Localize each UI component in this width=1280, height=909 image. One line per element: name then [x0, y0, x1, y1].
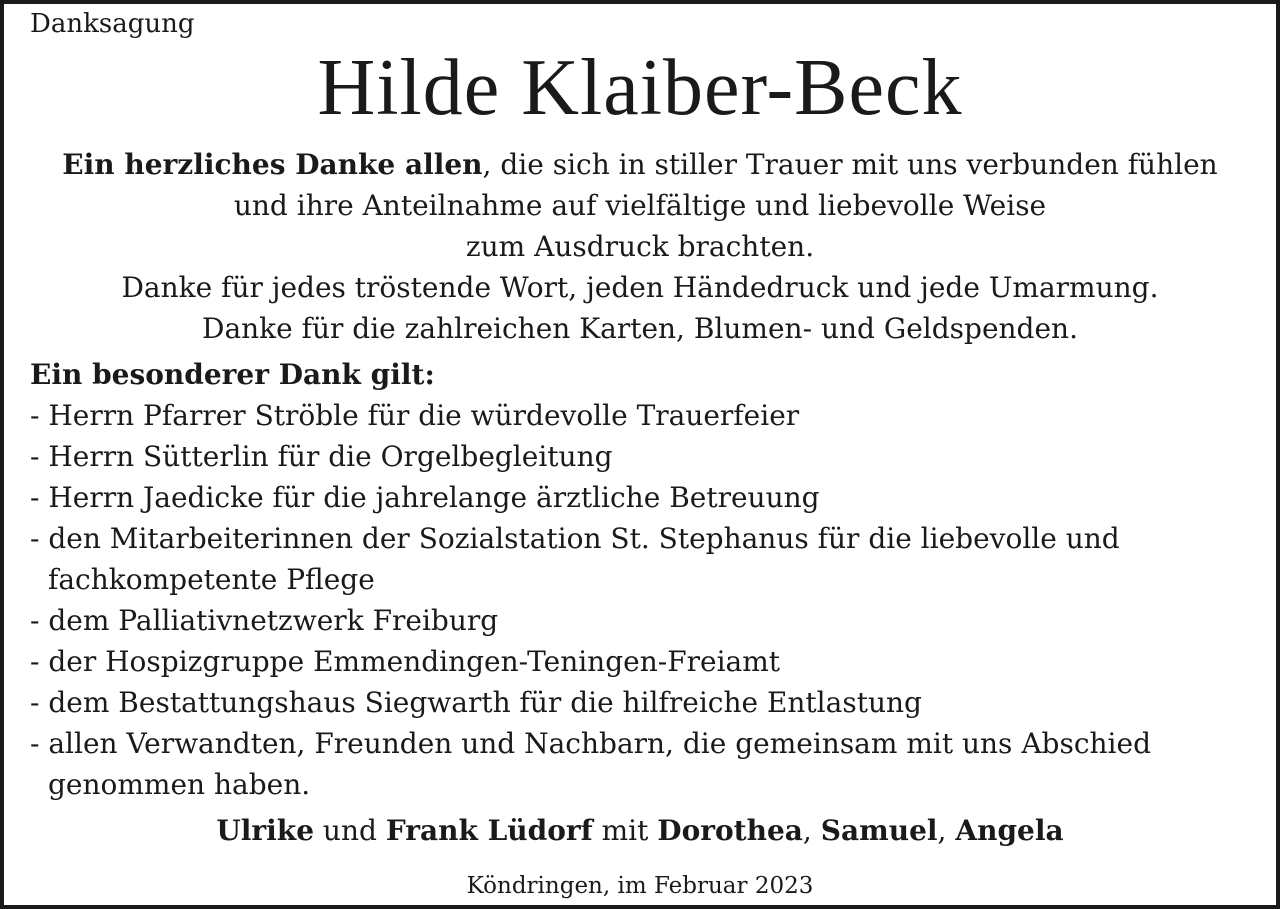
intro-text: [4, 144, 1276, 349]
list-item: - dem Bestattungshaus Siegwarth für die hilfreiche Entlastung: [30, 686, 922, 719]
child-name-3: Angela: [955, 814, 1064, 847]
signature-with: mit: [592, 814, 658, 847]
signature-separator: ,: [937, 814, 956, 847]
list-item: - dem Palliativnetzwerk Freiburg: [30, 604, 499, 637]
intro-line-4: Danke für jedes tröstende Wort, jeden Händedruck und jede Umarmung.: [121, 271, 1159, 304]
list-item: - Herrn Pfarrer Ströble für die würdevolle Trauerfeier: [30, 399, 800, 432]
child-name-2: Samuel: [820, 814, 938, 847]
intro-line-1-rest: , die sich in stiller Trauer mit uns verbunden fühlen: [482, 148, 1218, 181]
signer-name-1: Ulrike: [216, 814, 315, 847]
intro-line-5: Danke für die zahlreichen Karten, Blumen- und Geldspenden.: [202, 312, 1078, 345]
signature-separator: ,: [802, 814, 821, 847]
child-name-1: Dorothea: [657, 814, 803, 847]
place-date: Köndringen, im Februar 2023: [466, 873, 814, 899]
intro-bold-lead: Ein herzliches Danke allen: [62, 148, 483, 181]
intro-line-2: und ihre Anteilnahme auf vielfältige und liebevolle Weise: [233, 189, 1047, 222]
signer-name-2: Frank Lüdorf: [385, 814, 593, 847]
signature: [4, 810, 1276, 851]
list-item: - allen Verwandten, Freunden und Nachbarn, die gemeinsam mit uns Abschied genommen haben.: [30, 727, 1151, 801]
special-thanks-list: [30, 395, 1260, 805]
notice-label: Danksagung: [30, 9, 195, 39]
list-item: - den Mitarbeiterinnen der Sozialstation St. Stephanus für die liebevolle und fachkompetente Pflege: [30, 522, 1120, 596]
list-item: - der Hospizgruppe Emmendingen-Teningen-Freiamt: [30, 645, 781, 678]
intro-line-1: [4, 144, 1276, 185]
deceased-name: Hilde Klaiber-Beck: [317, 44, 963, 132]
list-item: - Herrn Sütterlin für die Orgelbegleitung: [30, 440, 613, 473]
list-item: - Herrn Jaedicke für die jahrelange ärztliche Betreuung: [30, 481, 820, 514]
signature-conjunction: und: [314, 814, 386, 847]
intro-line-3: zum Ausdruck brachten.: [465, 230, 815, 263]
special-thanks-heading: Ein besonderer Dank gilt:: [30, 358, 435, 391]
